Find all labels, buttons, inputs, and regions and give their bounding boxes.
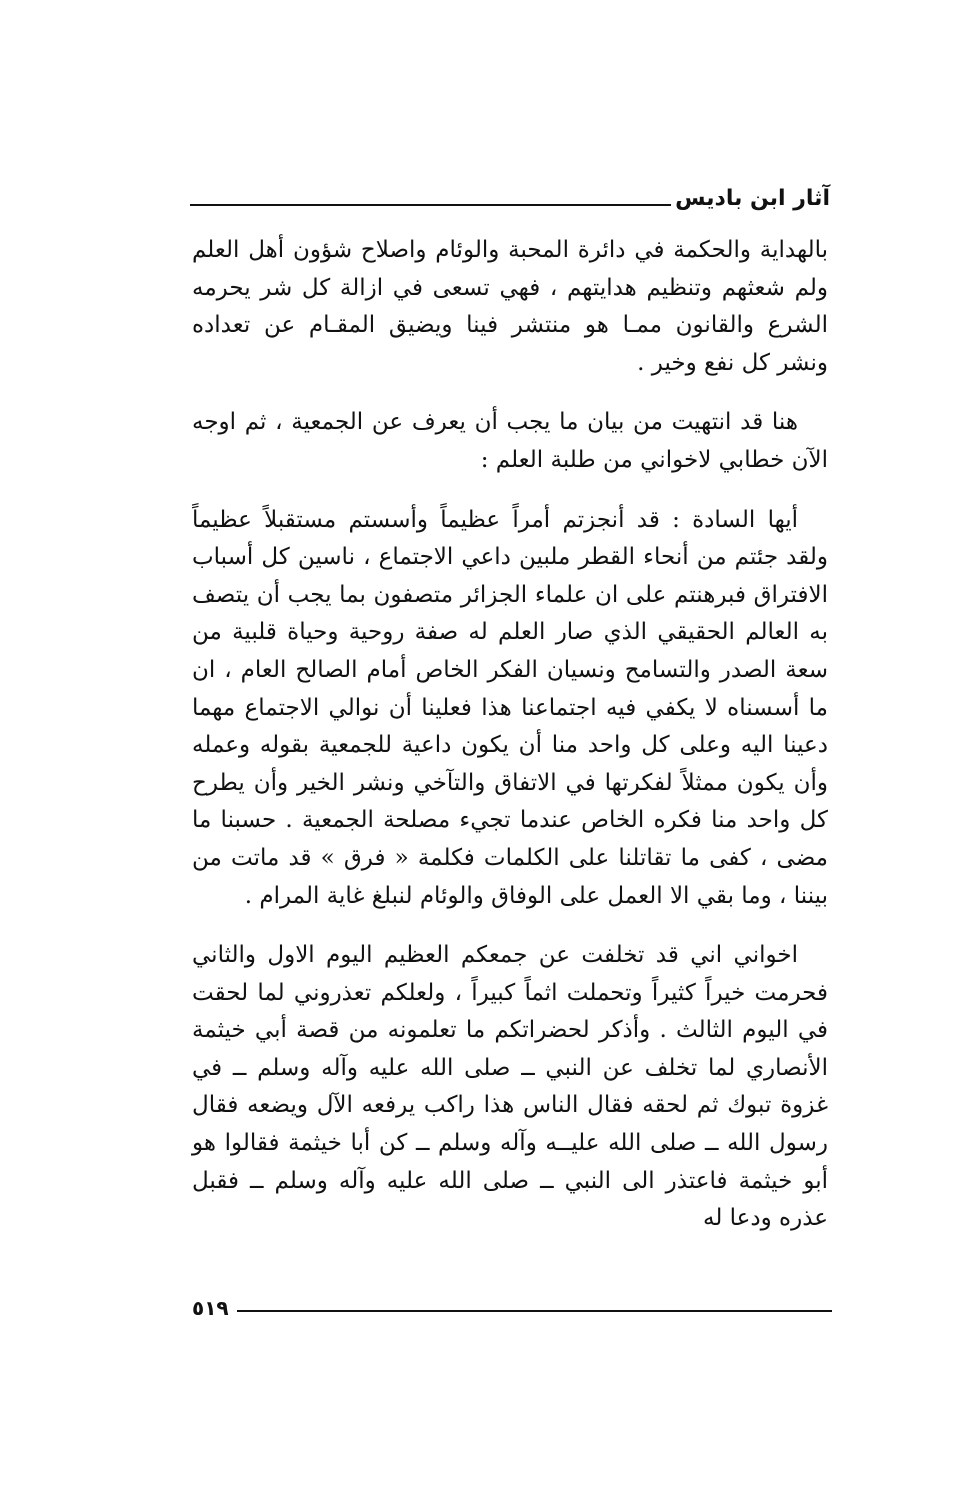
footer-rule [237,1310,832,1312]
running-header [190,172,830,212]
body-text [192,232,828,1238]
book-title: آثار ابن باديس [675,186,830,211]
paragraph: أيها السادة : قد أنجزتم أمراً عظيماً وأسستم مستقبلاً عظيماً ولقد جئتم من أنحاء القطر ملبين داعي الاجتماع ، ناسين كل أسباب الافتراق فبرهنتم على ان علماء الجزائر متصفون بما يجب أن يتصف به العالم الحقيقي الذي صار العلم له صفة روحية وحياة قلبية من سعة الصدر والتسامح ونسيان الفكر الخاص أمام الصالح العام ، ان ما أسسناه لا يكفي فيه اجتماعنا هذا فعلينا أن نوالي الاجتماع مهما دعينا اليه وعلى كل واحد منا أن يكون داعية للجمعية بقوله وعمله وأن يكون ممثلاً لفكرتها في الاتفاق والتآخي ونشر الخير وأن يطرح كل واحد منا فكره الخاص عندما تجيء مصلحة الجمعية . حسبنا ما مضى ، كفى ما تقاتلنا على الكلمات فكلمة « فرق » قد ماتت من بيننا ، وما بقي الا العمل على الوفاق والوئام لنبلغ غاية المرام . [192,506,828,909]
header-rule [190,204,671,206]
page-footer [192,1290,832,1320]
page-number: ٥١٩ [192,1296,229,1320]
paragraph: اخواني اني قد تخلفت عن جمعكم العظيم اليوم الاول والثاني فحرمت خيراً كثيراً وتحملت اثماً كبيراً ، ولعلكم تعذروني لما لحقت في اليوم الثالث . وأذكر لحضراتكم ما تعلمونه من قصة أبي خيثمة الأنصاري لما تخلف عن النبي ــ صلى الله عليه وآله وسلم ــ في غزوة تبوك ثم لحقه فقال الناس هذا راكب يرفعه الآل ويضعه فقال رسول الله ــ صلى الله عليــه وآله وسلم ــ كن أبا خيثمة فقالوا هو أبو خيثمة فاعتذر الى النبي ــ صلى الله عليه وآله وسلم ــ فقبل عذره ودعا له [192,942,828,1232]
paragraph: بالهداية والحكمة في دائرة المحبة والوئام واصلاح شؤون أهل العلم ولم شعثهم وتنظيم هدايتهم ، فهي تسعى في ازالة كل شر يحرمه الشرع والقانون ممـا هو منتشر فينا ويضيق المقـام عن تعداده ونشر كل نفع وخير . [192,237,828,376]
paragraph: هنا قد انتهيت من بيان ما يجب أن يعرف عن الجمعية ، ثم اوجه الآن خطابي لاخواني من طلبة العلم : [192,409,828,473]
